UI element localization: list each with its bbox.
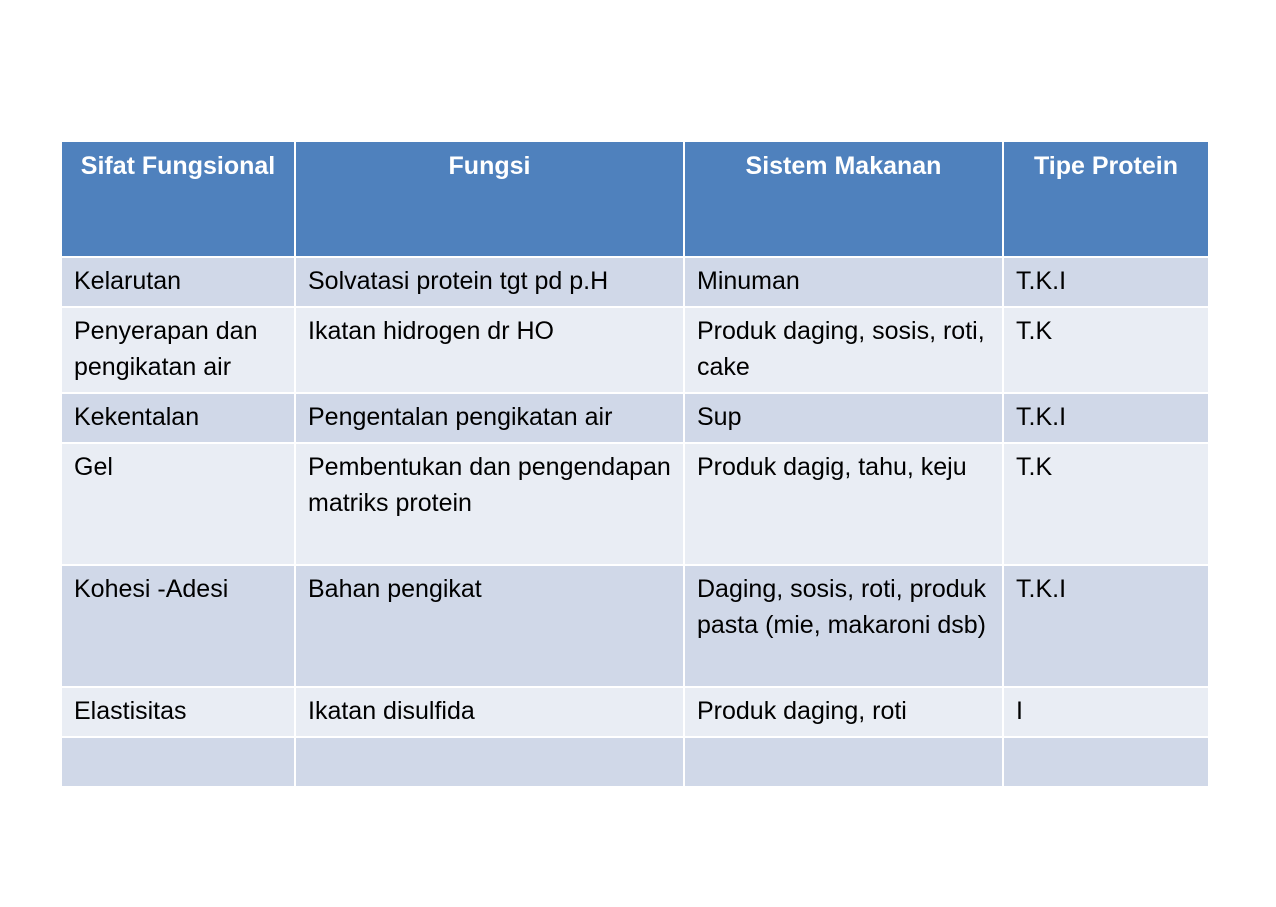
cell-sifat: Kohesi -Adesi bbox=[61, 565, 295, 687]
cell-sifat: Gel bbox=[61, 443, 295, 565]
table-row bbox=[61, 307, 1209, 393]
cell-sifat bbox=[61, 737, 295, 787]
table-row-empty bbox=[61, 737, 1209, 787]
table-row bbox=[61, 443, 1209, 565]
cell-sistem: Produk daging, sosis, roti, cake bbox=[684, 307, 1003, 393]
cell-sifat: Kelarutan bbox=[61, 257, 295, 307]
header-tipe-protein: Tipe Protein bbox=[1003, 141, 1209, 257]
cell-fungsi: Pembentukan dan pengendapan matriks protein bbox=[295, 443, 684, 565]
cell-tipe: T.K.I bbox=[1003, 565, 1209, 687]
cell-tipe: T.K.I bbox=[1003, 393, 1209, 443]
cell-tipe: T.K bbox=[1003, 443, 1209, 565]
header-sistem-makanan: Sistem Makanan bbox=[684, 141, 1003, 257]
cell-sifat: Kekentalan bbox=[61, 393, 295, 443]
table-header-row bbox=[61, 141, 1209, 257]
cell-fungsi bbox=[295, 737, 684, 787]
cell-fungsi: Ikatan disulfida bbox=[295, 687, 684, 737]
cell-fungsi: Bahan pengikat bbox=[295, 565, 684, 687]
cell-sistem: Produk daging, roti bbox=[684, 687, 1003, 737]
cell-fungsi: Ikatan hidrogen dr HO bbox=[295, 307, 684, 393]
cell-sistem bbox=[684, 737, 1003, 787]
table-row bbox=[61, 393, 1209, 443]
cell-sifat: Elastisitas bbox=[61, 687, 295, 737]
cell-fungsi: Solvatasi protein tgt pd p.H bbox=[295, 257, 684, 307]
table-row bbox=[61, 257, 1209, 307]
cell-tipe: I bbox=[1003, 687, 1209, 737]
cell-sistem: Produk dagig, tahu, keju bbox=[684, 443, 1003, 565]
cell-sistem: Daging, sosis, roti, produk pasta (mie, makaroni dsb) bbox=[684, 565, 1003, 687]
table-row bbox=[61, 565, 1209, 687]
cell-sistem: Minuman bbox=[684, 257, 1003, 307]
header-sifat-fungsional: Sifat Fungsional bbox=[61, 141, 295, 257]
cell-tipe bbox=[1003, 737, 1209, 787]
cell-tipe: T.K.I bbox=[1003, 257, 1209, 307]
table-row bbox=[61, 687, 1209, 737]
cell-fungsi: Pengentalan pengikatan air bbox=[295, 393, 684, 443]
header-fungsi: Fungsi bbox=[295, 141, 684, 257]
cell-sistem: Sup bbox=[684, 393, 1003, 443]
cell-tipe: T.K bbox=[1003, 307, 1209, 393]
protein-function-table bbox=[60, 140, 1210, 788]
cell-sifat: Penyerapan dan pengikatan air bbox=[61, 307, 295, 393]
